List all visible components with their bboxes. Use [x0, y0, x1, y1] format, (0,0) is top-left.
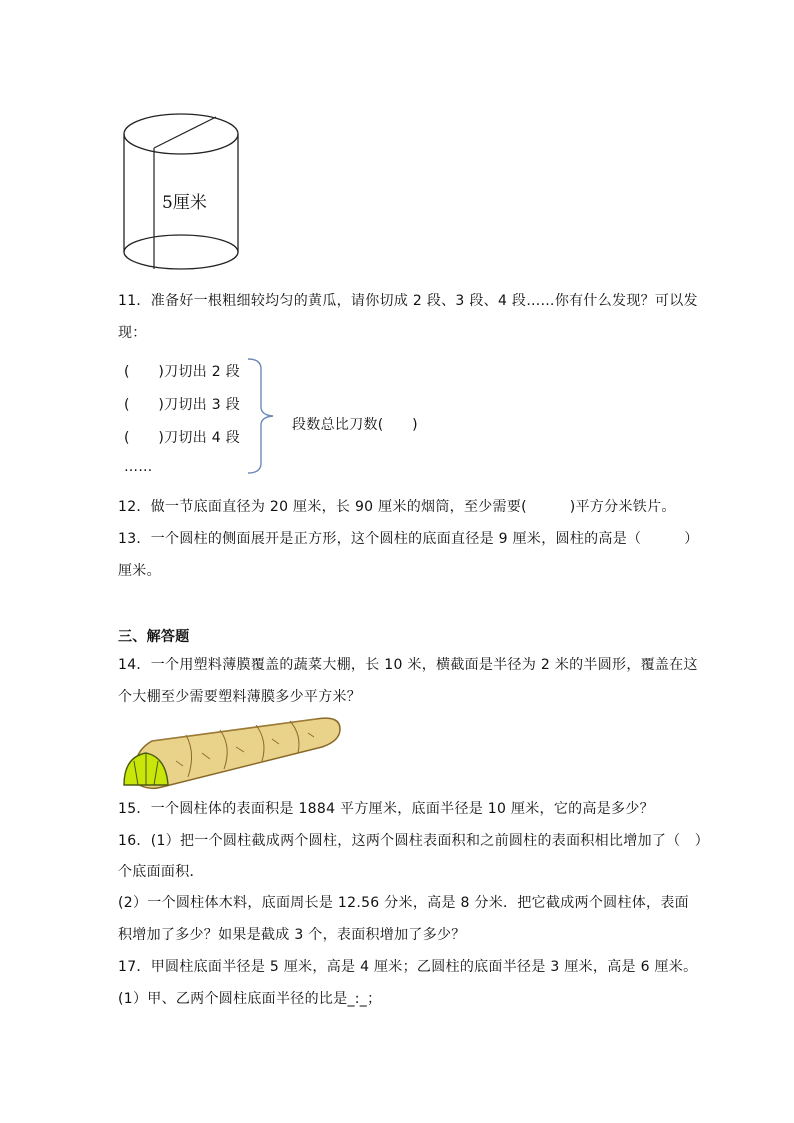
- section-title: 三、解答题: [118, 629, 190, 645]
- q11-row-1: ( )刀切出 2 段: [124, 364, 241, 380]
- q14-line2: 个大棚至少需要塑料薄膜多少平方米？: [118, 689, 362, 705]
- q11-line2: 现：: [118, 325, 147, 341]
- greenhouse-illustration: [116, 713, 346, 791]
- q16-line3: (2）一个圆柱体木料，底面周长是 12.56 分米，高是 8 分米．把它截成两个圆柱体，表面: [118, 895, 689, 911]
- q11-line1: 11．准备好一根粗细较均匀的黄瓜，请你切成 2 段、3 段、4 段……你有什么发现？可以发: [118, 293, 698, 309]
- q13-line2: 厘米。: [118, 563, 161, 579]
- q12-text: 12．做一节底面直径为 20 厘米，长 90 厘米的烟筒，至少需要( )平方分米铁片。: [118, 499, 676, 515]
- q17-line2: (1）甲、乙两个圆柱底面半径的比是_:_；: [118, 991, 382, 1007]
- curly-brace: [245, 355, 275, 477]
- q17-line1: 17．甲圆柱底面半径是 5 厘米，高是 4 厘米；乙圆柱的底面半径是 3 厘米，高是 6 厘米。: [118, 959, 698, 975]
- q16-line4: 积增加了多少？如果是截成 3 个，表面积增加了多少？: [118, 927, 466, 943]
- cylinder-height-label: 5厘米: [162, 193, 207, 213]
- q16-line2: 个底面面积．: [118, 864, 204, 880]
- q16-line1: 16．(1）把一个圆柱截成两个圆柱，这两个圆柱表面积和之前圆柱的表面积相比增加了（ ）: [118, 833, 710, 849]
- q11-row-3: ( )刀切出 4 段: [124, 430, 241, 446]
- q11-row-2: ( )刀切出 3 段: [124, 397, 241, 413]
- q11-ellipsis: ……: [124, 459, 153, 475]
- q11-summary: 段数总比刀数( ): [292, 417, 418, 433]
- q14-line1: 14．一个用塑料薄膜覆盖的蔬菜大棚，长 10 米，横截面是半径为 2 米的半圆形，覆盖在这: [118, 657, 698, 673]
- q15-text: 15．一个圆柱体的表面积是 1884 平方厘米，底面半径是 10 厘米，它的高是多少？: [118, 801, 654, 817]
- q13-line1: 13．一个圆柱的侧面展开是正方形，这个圆柱的底面直径是 9 厘米，圆柱的高是（ ）: [118, 531, 699, 547]
